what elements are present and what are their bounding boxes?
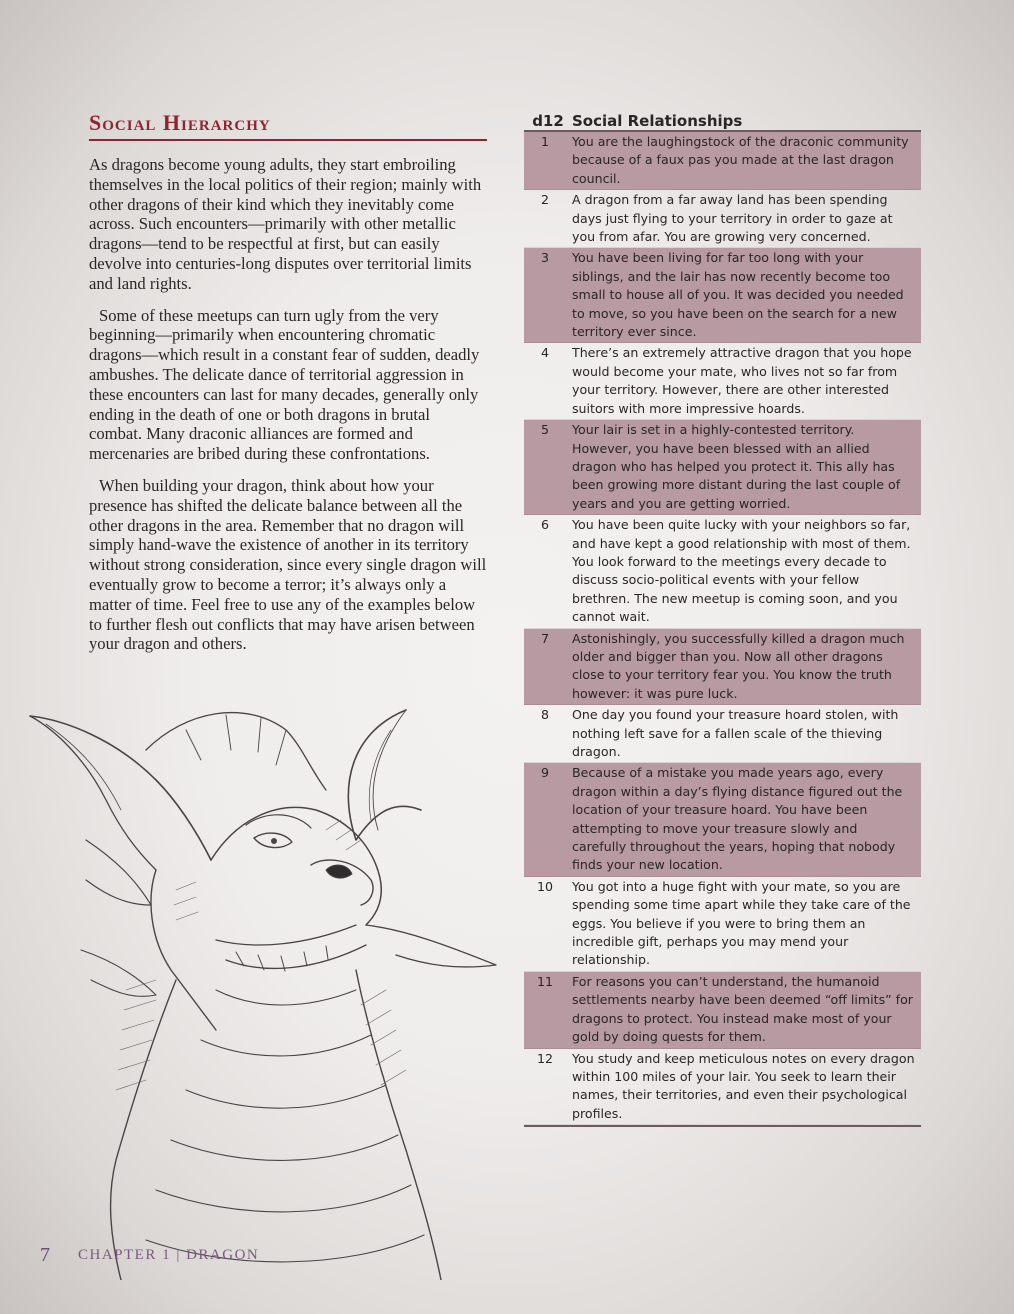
row-number: 11	[536, 973, 554, 989]
row-text: You have been living for far too long with your siblings, and the lair has now recently become too small to house all of you. It was decided you needed to move, so you have been on the search for a new territory ever since.	[572, 250, 904, 340]
table-row	[524, 190, 921, 248]
row-number: 9	[540, 765, 549, 781]
row-text: One day you found your treasure hoard stolen, with nothing left save for a fallen scale of the thieving dragon.	[572, 707, 899, 759]
row-number: 5	[540, 422, 549, 438]
paragraph: Some of these meetups can turn ugly from the very beginning—primarily when encountering chromatic dragons—which result in a constant fear of sudden, deadly ambushes. The delicate dance of territorial aggression in these encounters can last for many decades, generally only ending in the death of one or both dragons in brutal combat. Many draconic alliances are formed and mercenaries are bribed during these confrontations.	[89, 305, 480, 464]
table-row	[524, 343, 921, 420]
table-row	[524, 705, 921, 763]
dragon-head-illustration	[26, 690, 516, 1280]
table-row	[524, 248, 921, 343]
chapter-label: CHAPTER 1 | DRAGON	[78, 1247, 260, 1263]
row-number: 4	[540, 345, 549, 361]
row-text: Astonishingly, you successfully killed a dragon much older and bigger than you. Now all other dragons close to your territory fear you. You know the truth however: it was pure luck.	[572, 630, 905, 701]
section-title: Social Hierarchy	[89, 110, 487, 141]
table-row	[524, 972, 921, 1049]
row-text: Your lair is set in a highly-contested territory. However, you have been blessed with an allied dragon who has helped you protect it. This ally has been growing more distant during the last couple of years and you are getting worried.	[572, 422, 901, 511]
page-footer	[40, 1244, 259, 1267]
table-row	[524, 763, 921, 876]
row-number: 1	[540, 134, 549, 149]
row-number: 3	[540, 250, 549, 266]
left-column	[89, 110, 487, 654]
row-text: Because of a mistake you made years ago, every dragon within a day’s flying distance figured out the location of your treasure hoard. You have been attempting to move your treasure slowly and carefully throughout the years, hoping that nobody finds your new location.	[572, 765, 903, 873]
table-body	[524, 132, 921, 1125]
table-row	[524, 877, 921, 972]
table-row	[524, 1049, 921, 1126]
table-header	[524, 106, 921, 132]
paragraph: As dragons become young adults, they start embroiling themselves in the local politics of their region; mainly with other dragons of their kind which they inevitably come across. Such encounters—primarily with other metallic dragons—tend to be respectful at first, but can easily devolve into centuries-long disputes over territorial limits and land rights.	[89, 155, 482, 293]
row-text: You study and keep meticulous notes on every dragon within 100 miles of your lair. You seek to learn their names, their territories, and even their psychological profiles.	[572, 1050, 915, 1121]
table-row	[524, 515, 921, 628]
row-text: There’s an extremely attractive dragon that you hope would become your mate, who lives not so far from your territory. However, there are other interested suitors with more impressive hoards.	[572, 345, 912, 416]
table-row	[524, 629, 921, 706]
social-relationships-table	[524, 106, 921, 1127]
table-bottom-rule	[524, 1125, 921, 1127]
row-text: You have been quite lucky with your neighbors so far, and have kept a good relationship with most of them. You look forward to the meetings every decade to discuss socio-political events with your fellow brethren. The new meetup is coming soon, and you cannot wait.	[572, 517, 911, 625]
row-text: For reasons you can’t understand, the humanoid settlements nearby have been deemed “off limits” for dragons to protect. You instead make most of your gold by doing quests for them.	[572, 973, 913, 1045]
row-text: You got into a huge fight with your mate, so you are spending some time apart while they take care of the eggs. You believe if you were to bring them an incredible gift, perhaps you may mend your relationship.	[572, 878, 911, 968]
row-number: 2	[540, 192, 549, 208]
page-number: 7	[40, 1244, 50, 1266]
row-number: 7	[540, 630, 549, 646]
row-number: 12	[536, 1050, 554, 1066]
row-number: 8	[540, 707, 549, 723]
row-text: A dragon from a far away land has been spending days just flying to your territory in order to gaze at you from afar. You are growing very concerned.	[572, 192, 893, 245]
row-number: 6	[540, 517, 549, 533]
table-header-title: Social Relationships	[572, 112, 743, 130]
table-row	[524, 420, 921, 515]
table-header-die: d12	[532, 112, 564, 130]
paragraph: When building your dragon, think about how your presence has shifted the delicate balance between all the other dragons in the area. Remember that no dragon will simply hand-wave the existence of another in its territory without strong consideration, since every single dragon will eventually grow to become a terror; it’s always only a matter of time. Feel free to use any of the examples below to further flesh out conflicts that may have arisen between your dragon and others.	[89, 475, 487, 654]
table-row	[524, 132, 921, 190]
row-text: You are the laughingstock of the draconic community because of a faux pas you made at the last dragon council.	[572, 134, 909, 186]
row-number: 10	[536, 878, 554, 894]
